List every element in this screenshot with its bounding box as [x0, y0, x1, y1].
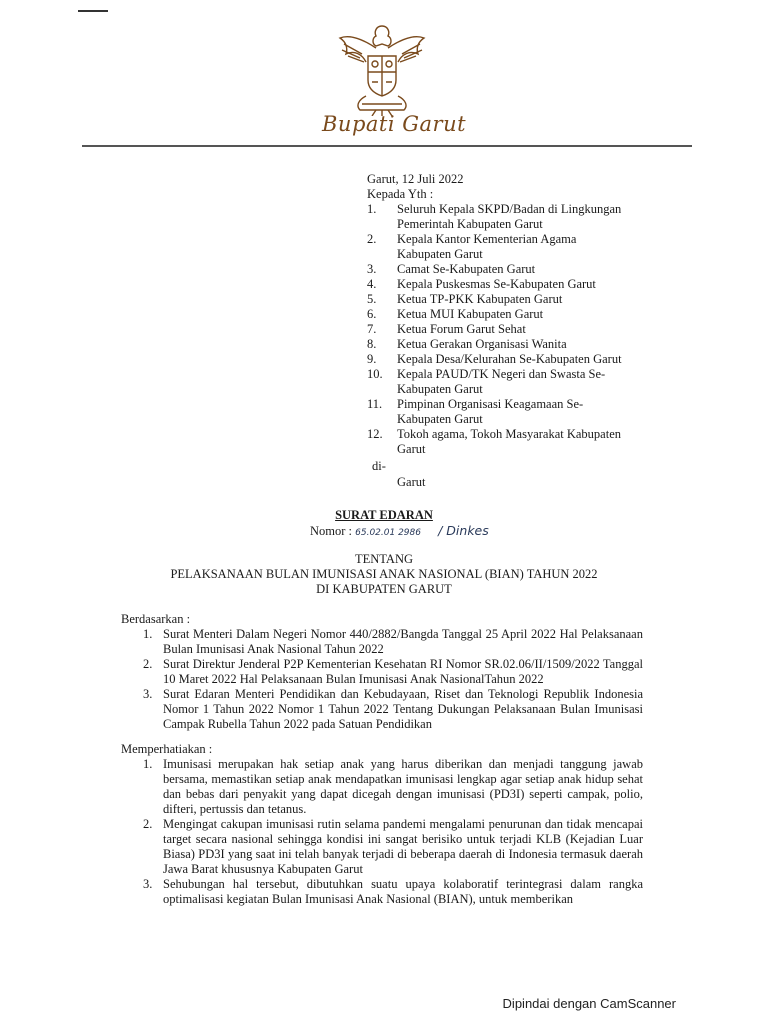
recipient-number: 6.: [367, 307, 377, 321]
paragraph-number: 2.: [143, 817, 153, 831]
di-label: di-: [372, 459, 386, 473]
number-label: Nomor :: [310, 524, 353, 538]
recipient-line: Ketua TP-PKK Kabupaten Garut: [397, 292, 563, 306]
addressee-label: Kepada Yth :: [367, 187, 434, 201]
paragraph-text: Surat Edaran Menteri Pendidikan dan Kebudayaan, Riset dan Teknologi Republik Indonesia Nomor 1 Tahun 2022 Nomor 1 Tahun 2022 Tentang Dukungan Pelaksanaan Bulan Imunisasi Campak Rubella Tahun 2022 pada Satuan Pendidikan: [163, 687, 643, 731]
basis-section: [121, 612, 643, 732]
recipient-item: [367, 292, 647, 307]
recipient-item: [367, 337, 647, 352]
recipient-number: 7.: [367, 322, 377, 336]
addressee-block: [367, 172, 647, 490]
paragraph-number: 1.: [143, 757, 153, 771]
recipient-list: [367, 202, 647, 457]
number-line: [310, 523, 489, 539]
numbered-paragraph: [121, 627, 643, 657]
recipient-line: Ketua MUI Kabupaten Garut: [397, 307, 544, 321]
subject-line-2: PELAKSANAAN BULAN IMUNISASI ANAK NASIONAL (BIAN) TAHUN 2022: [170, 567, 598, 581]
paragraph-number: 2.: [143, 657, 153, 671]
letterhead-title: Bupati Garut: [322, 112, 467, 136]
number-suffix: / Dinkes: [438, 523, 489, 538]
number-handwritten: 65.02.01 2986: [355, 528, 421, 538]
recipient-number: 4.: [367, 277, 377, 291]
recipient-item: [367, 427, 647, 457]
recipient-line: Ketua Gerakan Organisasi Wanita: [397, 337, 567, 351]
subject-line-1: TENTANG: [354, 552, 413, 566]
numbered-paragraph: [121, 687, 643, 732]
recipient-item: [367, 322, 647, 337]
recipient-number: 11.: [367, 397, 383, 411]
recipient-line: Kepala Desa/Kelurahan Se-Kabupaten Garut: [397, 352, 622, 366]
recipient-number: 8.: [367, 337, 377, 351]
subject-line-3: DI KABUPATEN GARUT: [316, 582, 452, 596]
recipient-item: [367, 262, 647, 277]
recipient-number: 9.: [367, 352, 377, 366]
recipient-line: Ketua Forum Garut Sehat: [397, 322, 526, 336]
recipient-line: Kepala Puskesmas Se-Kabupaten Garut: [397, 277, 596, 291]
garuda-emblem-icon: [336, 20, 428, 116]
place-label: Garut: [397, 475, 426, 489]
recipient-line: Kabupaten Garut: [397, 382, 483, 396]
numbered-paragraph: [121, 817, 643, 877]
scan-mark: [78, 10, 108, 12]
recipient-line: Seluruh Kepala SKPD/Badan di Lingkungan: [397, 202, 622, 216]
recipient-item: [367, 352, 647, 367]
circular-title: SURAT EDARAN: [335, 508, 433, 522]
recipient-item: [367, 307, 647, 322]
recipient-number: 10.: [367, 367, 383, 381]
paragraph-text: Surat Direktur Jenderal P2P Kementerian Kesehatan RI Nomor SR.02.06/II/1509/2022 Tanggal 10 Maret 2022 Hal Pelaksanaan Bulan Imunisasi Anak NasionalTahun 2022: [163, 657, 643, 686]
recipient-line: Kabupaten Garut: [397, 247, 483, 261]
considering-section: [121, 742, 643, 907]
scanner-stamp: Dipindai dengan CamScanner: [502, 996, 676, 1011]
numbered-paragraph: [121, 657, 643, 687]
recipient-line: Camat Se-Kabupaten Garut: [397, 262, 536, 276]
recipient-item: [367, 232, 647, 262]
numbered-paragraph: [121, 757, 643, 817]
paragraph-text: Surat Menteri Dalam Negeri Nomor 440/2882/Bangda Tanggal 25 April 2022 Hal Pelaksanaan Bulan Imunisasi Anak Nasional Tahun 2022: [163, 627, 643, 656]
basis-heading: Berdasarkan :: [121, 612, 191, 626]
numbered-paragraph: [121, 877, 643, 907]
letterhead-divider: [82, 145, 692, 147]
recipient-item: [367, 397, 647, 427]
recipient-item: [367, 367, 647, 397]
recipient-line: Kepala PAUD/TK Negeri dan Swasta Se-: [397, 367, 606, 381]
paragraph-text: Mengingat cakupan imunisasi rutin selama pandemi mengalami penurunan dan tidak mencapai target secara nasional sehingga kondisi ini sangat berisiko untuk terjadi KLB (Kejadian Luar Biasa) PD3I yang saat ini telah banyak terjadi di beberapa daerah di Indonesia termasuk daerah Jawa Barat khususnya Kabupaten Garut: [163, 817, 643, 876]
recipient-line: Pemerintah Kabupaten Garut: [397, 217, 543, 231]
recipient-number: 2.: [367, 232, 377, 246]
recipient-line: Garut: [397, 442, 426, 456]
recipient-line: Tokoh agama, Tokoh Masyarakat Kabupaten: [397, 427, 621, 441]
paragraph-text: Sehubungan hal tersebut, dibutuhkan suatu upaya kolaboratif terintegrasi dalam rangka optimalisasi kegiatan Bulan Imunisasi Anak Nasional (BIAN), untuk memberikan: [163, 877, 643, 906]
recipient-line: Kepala Kantor Kementerian Agama: [397, 232, 577, 246]
considering-list: [121, 757, 643, 907]
recipient-number: 3.: [367, 262, 377, 276]
recipient-line: Pimpinan Organisasi Keagamaan Se-: [397, 397, 584, 411]
recipient-number: 5.: [367, 292, 377, 306]
recipient-item: [367, 202, 647, 232]
recipient-number: 12.: [367, 427, 383, 441]
basis-list: [121, 627, 643, 732]
paragraph-number: 3.: [143, 687, 153, 701]
recipient-line: Kabupaten Garut: [397, 412, 483, 426]
considering-heading: Memperhatiakan :: [121, 742, 213, 756]
paragraph-text: Imunisasi merupakan hak setiap anak yang harus diberikan dan menjadi tanggung jawab bersama, memastikan setiap anak mendapatkan imunisasi lengkap agar setiap anak hidup sehat dan bebas dari penyakit yang dapat dicegah dengan imunisasi (PD3I) seperti campak, polio, difteri, pertussis dan tetanus.: [163, 757, 643, 816]
date-line: Garut, 12 Juli 2022: [367, 172, 464, 186]
paragraph-number: 3.: [143, 877, 153, 891]
recipient-number: 1.: [367, 202, 377, 216]
recipient-item: [367, 277, 647, 292]
paragraph-number: 1.: [143, 627, 153, 641]
